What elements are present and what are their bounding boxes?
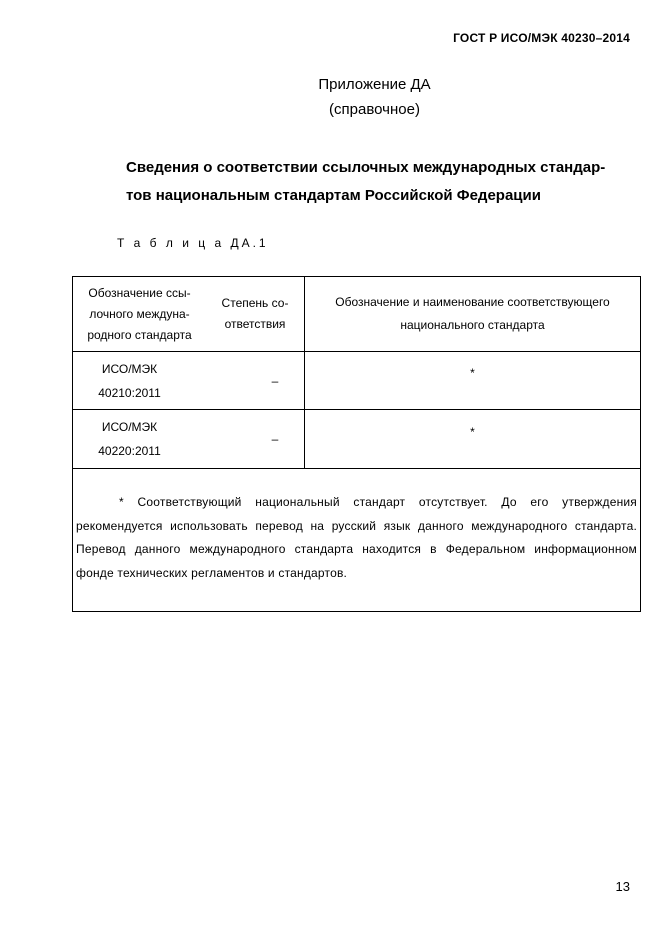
section-heading xyxy=(126,154,626,210)
header-designation xyxy=(73,277,207,352)
table-caption: Т а б л и ц а ДА.1 xyxy=(117,236,269,250)
row-designation xyxy=(73,410,207,469)
row-designation xyxy=(73,352,207,410)
header-designation-line2: лочного междуна- xyxy=(89,306,190,321)
header-national xyxy=(305,277,641,352)
header-national-line1: Обозначение и наименование соответствующего xyxy=(335,295,610,309)
table-note-text: * Соответствующий национальный стандарт отсутствует. До его утверждения рекомендуется использовать перевод на русский язык данного международного стандарта. Перевод данного международного стандарта находится в Федеральном информационном фонде технических регламентов и стандартов. xyxy=(76,495,637,580)
header-designation-line1: Обозначение ссы- xyxy=(88,285,191,300)
header-national-line2: национального стандарта xyxy=(400,318,545,332)
row-designation-line1: ИСО/МЭК xyxy=(101,420,158,434)
row-degree: – xyxy=(206,410,305,469)
header-designation-line3: родного стандарта xyxy=(87,327,192,342)
table-row xyxy=(73,352,641,410)
row-degree: – xyxy=(206,352,305,410)
section-heading-line1: Сведения о соответствии ссылочных международных стандар- xyxy=(126,159,606,176)
appendix-title: Приложение ДА xyxy=(318,76,431,93)
section-heading-line2: тов национальным стандартам Российской Федерации xyxy=(126,187,541,204)
row-national: * xyxy=(305,352,641,410)
table-row xyxy=(73,410,641,469)
table-note xyxy=(73,469,641,612)
table-header-row xyxy=(73,277,641,352)
row-designation-line2: 40210:2011 xyxy=(98,385,161,400)
header-degree-line2: ответствия xyxy=(224,317,286,331)
row-designation-line1: ИСО/МЭК xyxy=(101,361,158,376)
header-degree xyxy=(206,277,305,352)
table-note-row xyxy=(73,469,641,612)
row-national: * xyxy=(305,410,641,469)
header-degree-line1: Степень со- xyxy=(221,296,289,310)
correspondence-table xyxy=(72,276,641,612)
page-number: 13 xyxy=(615,879,630,894)
row-designation-line2: 40220:2011 xyxy=(98,444,161,458)
appendix-subtitle: (справочное) xyxy=(329,101,420,118)
standard-code: ГОСТ Р ИСО/МЭК 40230–2014 xyxy=(453,31,630,45)
